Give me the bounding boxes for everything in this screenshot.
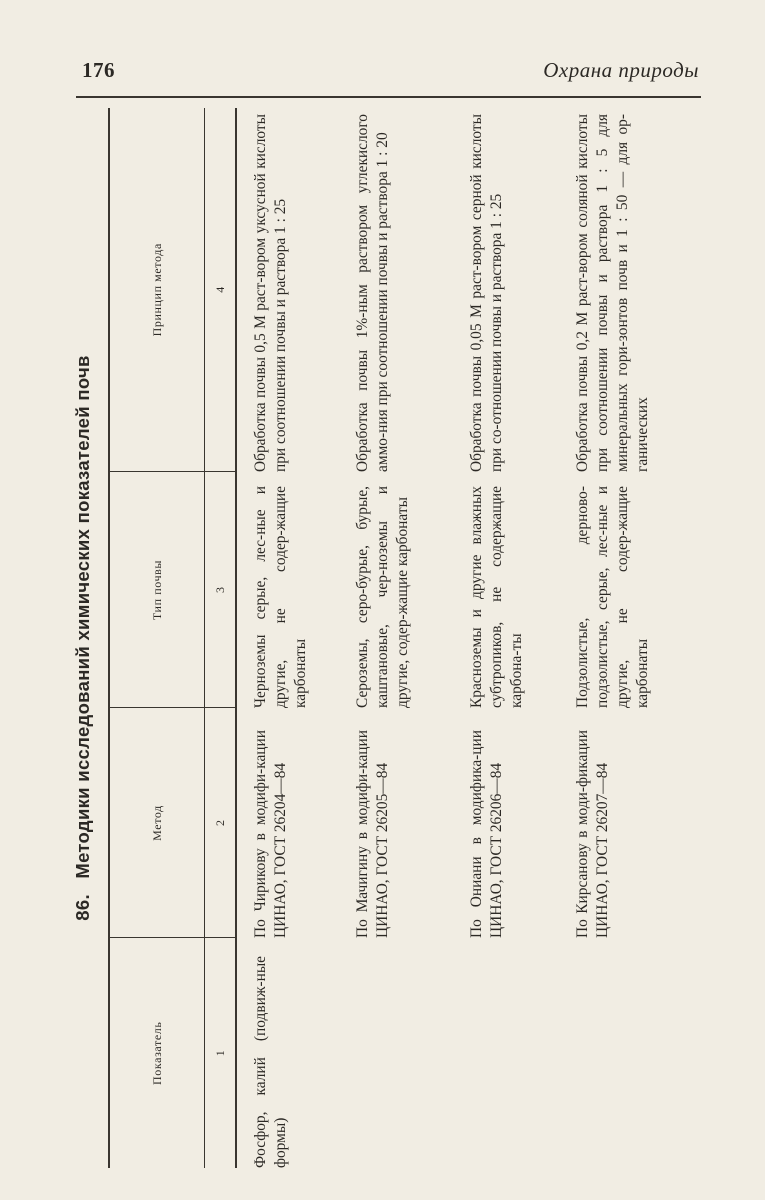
header-row [109,108,205,1168]
col-header-indicator: Показатель [109,938,205,1168]
col-number: 4 [205,108,237,472]
table-row [467,108,573,1168]
methods-table [108,108,723,1168]
col-number: 1 [205,938,237,1168]
soil-type-cell: Черноземы серые, лес-ные и другие, не содер-жащие карбонаты [252,486,309,708]
method-cell: По Мачигину в модифи-кации ЦИНАО, ГОСТ 26205—84 [354,730,391,938]
principle-cell: Обработка почвы 0,05 М раст-вором серной кислоты при со-отношении почвы и раствора 1 : 25 [468,114,505,472]
indicator-cell [467,938,573,1168]
principle-cell: Обработка почвы 0,2 М раст-вором соляной кислоты при соотношении почвы и раствора 1 : 5 для минеральных гори-зонтов почв и 1 : 50 — для ор-ганических [574,114,651,472]
table-title: Методики исследований химических показателей почв [72,355,93,879]
running-head: Охрана природы [543,58,699,82]
table-row [353,108,467,1168]
rotated-table-block [72,108,692,1168]
table-row [573,108,723,1168]
method-cell: По Чирикову в модифи-кации ЦИНАО, ГОСТ 26204—84 [252,730,289,938]
col-number: 2 [205,708,237,938]
method-cell: По Кирсанову в моди-фикации ЦИНАО, ГОСТ 26207—84 [574,730,611,938]
soil-type-cell: Красноземы и другие влажных субтропиков, не содержащие карбона-ты [468,486,525,708]
indicator-cell: Фосфор, калий (подвиж-ные формы) [252,956,289,1168]
header-rule [76,96,701,98]
principle-cell: Обработка почвы 1%-ным раствором углекислого аммо-ния при соотношении почвы и раствора 1 : 20 [354,114,391,472]
indicator-cell [573,938,723,1168]
column-number-row [205,108,237,1168]
table-caption [72,108,94,1168]
col-header-principle: Принцип метода [109,108,205,472]
principle-cell: Обработка почвы 0,5 М раст-вором уксусной кислоты при соотношении почвы и раствора 1 : 25 [252,114,289,472]
table-row [236,108,353,1168]
indicator-cell [353,938,467,1168]
table-number: 86. [72,894,93,921]
col-header-method: Метод [109,708,205,938]
soil-type-cell: Подзолистые, дерново-подзолистые, серые, лес-ные и другие, не содер-жащие карбонаты [574,486,651,708]
soil-type-cell: Сероземы, серо-бурые, бурые, каштановые, чер-ноземы и другие, содер-жащие карбонаты [354,486,411,708]
page-number: 176 [82,58,115,82]
col-number: 3 [205,472,237,708]
method-cell: По Ониани в модифика-ции ЦИНАО, ГОСТ 26206—84 [468,730,505,938]
col-header-soil-type: Тип почвы [109,472,205,708]
